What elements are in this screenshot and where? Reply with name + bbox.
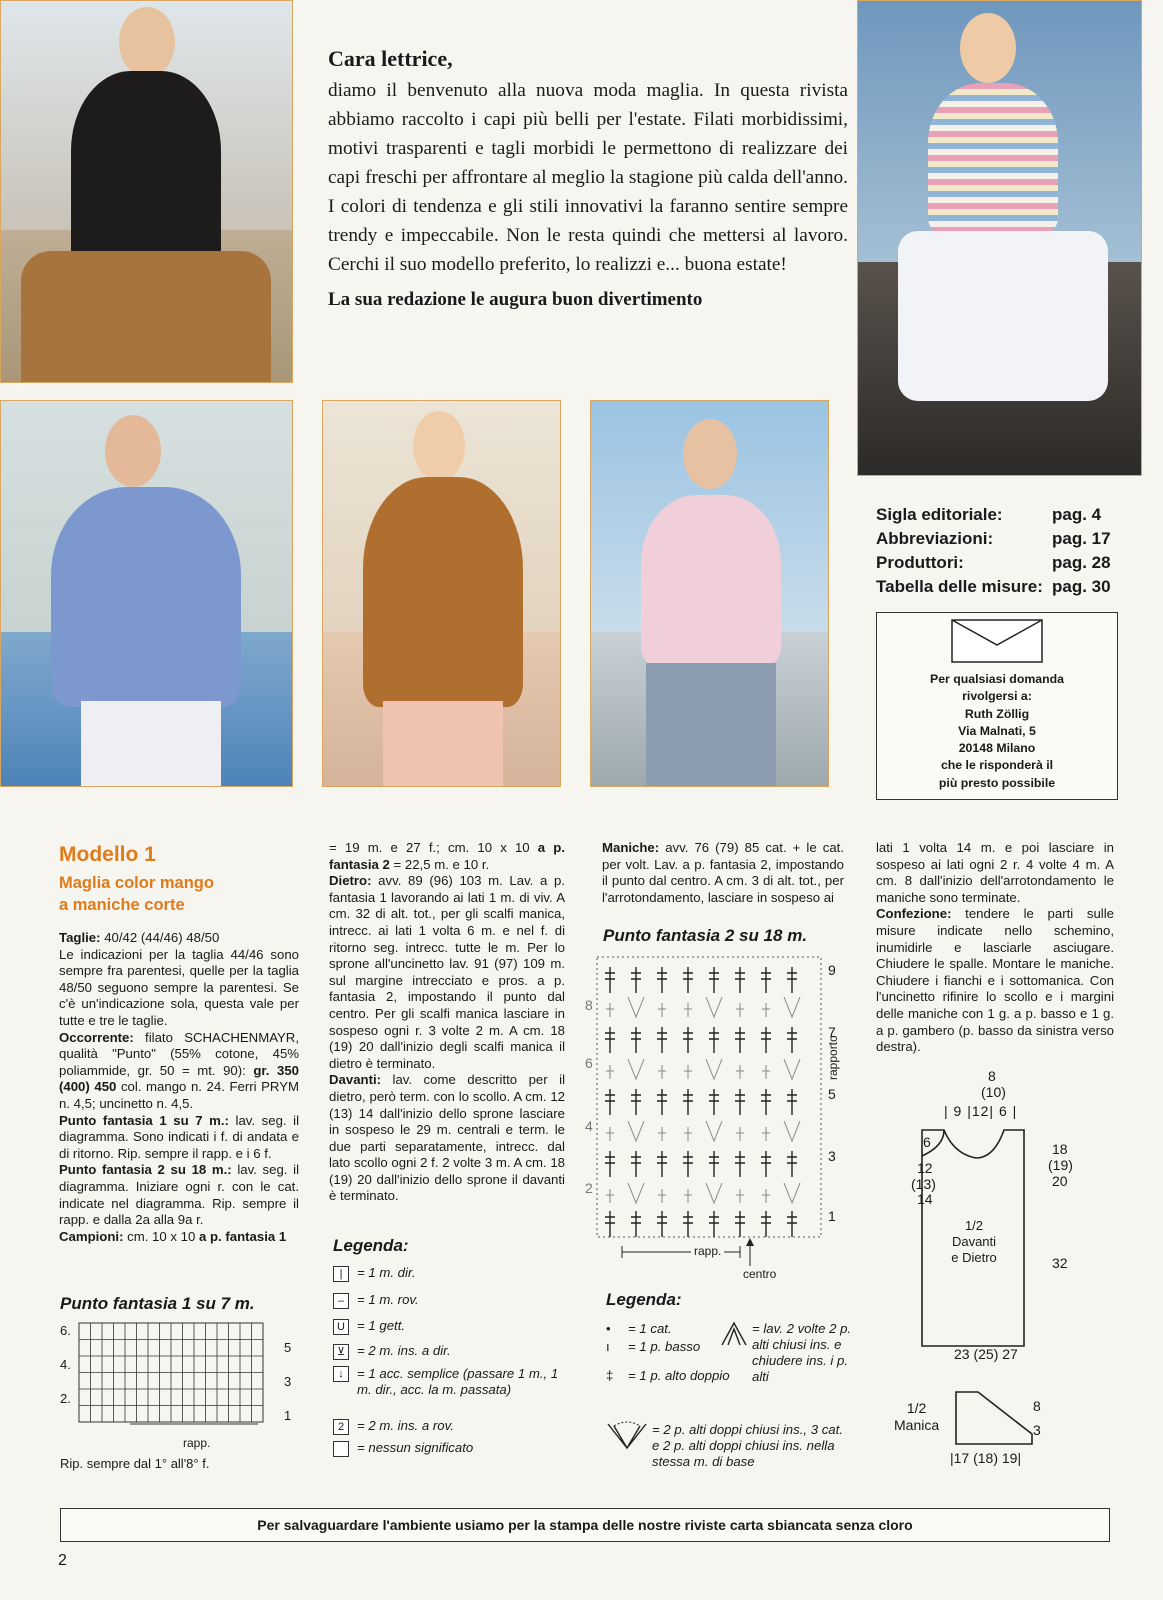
chart2-row-label: 3	[828, 1148, 836, 1164]
fan-cluster-icon	[606, 1420, 648, 1450]
schema-label: 8	[988, 1068, 996, 1084]
instructions-column-2: = 19 m. e 27 f.; cm. 10 x 10 a p. fantasia 2 = 22,5 m. e 10 r. Dietro: avv. 89 (96) 103 m. Lav. a p. fantasia 1 lavorando ai lati 1 m. di viv. A cm. 32 di alt. tot., per gli scalfi manica, intrecc. ai lati 1 volta 6 m. e nel f. di ritorno seg. intrecc. tutte le m. Per lo sprone all'uncinetto lav. 91 (97) 109 m. sul margine intrecciato e pros. a p. fantasia 2, impostando il punto dal centro. Per gli scalfi manica lasciare in sospeso ogni r. 3 volte 2 m. A cm. 18 (19) 20 dall'inizio degli scalfi manica il dietro è terminato. Davanti: lav. come descritto per il dietro, però term. con lo scollo. A cm. 12 (13) 14 dall'inizio dello sprone lasciare in sospeso le 29 m. centrali e term. le due parti separatamente, intrecc. dal lato scollo ogni 2 f. 2 volte 3 m. A cm. 18 (19) 20 dall'inizio dello sprone il davanti è terminato.	[329, 840, 566, 1204]
footer-notice: Per salvaguardare l'ambiente usiamo per la stampa delle nostre riviste carta sbiancata senza cloro	[60, 1508, 1110, 1542]
schema-label: 20	[1052, 1173, 1068, 1189]
legend1-item: 2 = 2 m. ins. a rov.	[333, 1418, 454, 1435]
legend2-item: = 2 p. alti doppi chiusi ins., 3 cat. e 2 p. alti doppi chiusi ins. nella stessa m. di base	[652, 1422, 843, 1469]
schema-label: (19)	[1048, 1157, 1073, 1173]
chart1-left-label: 2.	[60, 1391, 71, 1406]
double-treble-icon: ‡	[606, 1368, 614, 1383]
schema-label: 1/2 Manica	[894, 1400, 940, 1433]
legend1-item: ↓ = 1 acc. semplice (passare 1 m., 1 m. dir., acc. la m. passata)	[333, 1366, 573, 1398]
legend1-item: = nessun significato	[333, 1440, 473, 1457]
chart1-title: Punto fantasia 1 su 7 m.	[60, 1294, 255, 1313]
photo-brown-cardigan	[322, 400, 561, 787]
chain-icon: •	[606, 1321, 611, 1336]
schema-label: 18	[1052, 1141, 1068, 1157]
chart1-note: Rip. sempre dal 1° all'8° f.	[60, 1456, 210, 1471]
chart1-rapp: rapp.	[183, 1436, 211, 1450]
chart2-row-label: 5	[828, 1086, 836, 1102]
chart2-row-label: 6	[585, 1055, 593, 1071]
contact-box	[876, 612, 1118, 800]
chart1-right-label: 1	[284, 1408, 292, 1423]
chart2-row-label: 9	[828, 962, 836, 978]
single-crochet-icon: ı	[606, 1339, 610, 1354]
envelope-icon	[951, 619, 1043, 663]
photo-striped-top	[857, 0, 1142, 476]
legend2-item: = lav. 2 volte 2 p. alti chiusi ins. e chiudere ins. i p. alti	[752, 1321, 852, 1384]
chart2-row-label: 2	[585, 1180, 593, 1196]
chart2-centro: centro	[743, 1267, 777, 1281]
toc-row: Produttori: pag. 28	[876, 553, 1111, 572]
instructions-column-1: Taglie: 40/42 (44/46) 48/50 Le indicazioni per la taglia 44/46 sono sempre fra parentesi, quelle per la taglia 48/50 seguono sempre la parentesi. Se c'è un'indicazione sola, questa vale per tutte e tre le taglie. Occorrente: filato SCHACHENMAYR, qualità "Punto" (55% cotone, 45% poliammide, gr. 50 = mt. 90): gr. 350 (400) 450 col. mango n. 24. Ferri PRYM n. 4,5; uncinetto n. 4,5. Punto fantasia 1 su 7 m.: lav. seg. il diagramma. Sono indicati i f. di andata e di ritorno. Rip. sempre il rapp. e i 6 f. Punto fantasia 2 su 18 m.: lav. seg. il diagramma. Iniziare ogni r. con le cat. indicate nel diagramma. Rip. sempre il rapp. e dalla 2a alla 9a r. Campioni: cm. 10 x 10 a p. fantasia 1	[59, 930, 300, 1244]
schema-label: 23 (25) 27	[954, 1346, 1018, 1362]
sleeve-schematic	[954, 1390, 1034, 1446]
schema-label: |17 (18) 19|	[950, 1450, 1022, 1466]
schema-label: (10)	[981, 1084, 1006, 1100]
legend1-item: – = 1 m. rov.	[333, 1292, 419, 1309]
model-subtitle: Maglia color mango a maniche corte	[59, 874, 214, 914]
chart1-left-label: 4.	[60, 1357, 71, 1372]
toc-row: Abbreviazioni: pag. 17	[876, 529, 1111, 548]
schema-label: 14	[917, 1191, 933, 1207]
schema-label: 12	[917, 1160, 933, 1176]
legend1-item: ⊻ = 2 m. ins. a dir.	[333, 1343, 451, 1360]
contact-lines: Per qualsiasi domanda rivolgersi a: Ruth Zöllig Via Malnati, 5 20148 Milano che le risponderà il più presto possibile	[930, 672, 1064, 790]
legend1-item: U = 1 gett.	[333, 1318, 405, 1335]
instructions-column-3: Maniche: avv. 76 (79) 85 cat. + le cat. per volt. Lav. a p. fantasia 2, impostando il punto dal centro. A cm. 3 di alt. tot., per l'arrotondamento, lasciare in sospeso ai	[602, 840, 844, 905]
intro-letter	[328, 46, 848, 311]
legend2-item: ı = 1 p. basso	[606, 1339, 701, 1354]
legend1-item: | = 1 m. dir.	[333, 1265, 416, 1282]
schema-label: (13)	[911, 1176, 936, 1192]
photo-blue-sweater	[0, 400, 293, 787]
chart1-left-label: 6.	[60, 1323, 71, 1338]
schema-label: 32	[1052, 1255, 1068, 1271]
chart1-right-label: 3	[284, 1374, 292, 1389]
chart2-row-label: 7	[828, 1024, 836, 1040]
toc-row: Tabella delle misure: pag. 30	[876, 577, 1111, 596]
model-title: Modello 1	[59, 843, 156, 866]
legend1-title: Legenda:	[333, 1236, 409, 1255]
schema-label: 3	[1033, 1422, 1041, 1438]
schema-label: 6	[923, 1134, 931, 1150]
chart1-grid	[78, 1322, 268, 1426]
chart2-row-label: 8	[585, 997, 593, 1013]
toc-row: Sigla editoriale: pag. 4	[876, 505, 1102, 524]
intro-signature: La sua redazione le augura buon divertimento	[328, 289, 703, 310]
chart1-right-label: 5	[284, 1340, 292, 1355]
table-of-contents	[876, 505, 1116, 601]
cluster-icon	[720, 1321, 748, 1347]
chart2-rapp: rapp.	[691, 1244, 724, 1258]
instructions-column-4: lati 1 volta 14 m. e poi lasciare in sospeso ai lati ogni 2 r. 4 volte 4 m. A cm. 8 dall'inizio dell'arrotondamento le maniche sono terminate. Confezione: tendere le parti sulle misure indicate nello schemino, inumidirle e lasciarle asciugare. Chiudere le spalle. Montare le maniche. Chiudere i fianchi e i sottomanica. Con l'uncinetto rifinire lo scollo e i margini delle maniche con 1 g. a p. basso e 1 g. a p. gambero (p. basso da sinistra verso destra).	[876, 840, 1114, 1055]
page-number: 2	[58, 1552, 67, 1569]
intro-body: diamo il benvenuto alla nuova moda maglia. In questa rivista abbiamo raccolto i capi più belli per l'estate. Filati morbidissimi, motivi trasparenti e tagli morbidi le permettono di realizzare dei capi freschi per affrontare al meglio la stagione più calda dell'anno. I colori di tendenza e gli stili innovativi la faranno sentire sempre trendy e impeccabile. Non le resta quindi che mettersi al lavoro. Cerchi il suo modello preferito, lo realizzi e... buona estate!	[328, 80, 848, 275]
photo-black-jacket	[0, 0, 293, 383]
legend2-item: ‡ = 1 p. alto doppio	[606, 1368, 730, 1383]
chart2-row-label: 1	[828, 1208, 836, 1224]
chart2-title: Punto fantasia 2 su 18 m.	[603, 926, 808, 945]
schema-label: 1/2 Davanti e Dietro	[951, 1218, 997, 1265]
photo-pink-top	[590, 400, 829, 787]
chart2-side-label: rapporto	[826, 1035, 840, 1080]
chart2-rapp-arrow	[620, 1238, 830, 1268]
chart2-row-label: 4	[585, 1118, 593, 1134]
schema-label: | 9 |12| 6 |	[944, 1103, 1018, 1119]
chart2-grid	[596, 955, 826, 1245]
legend2-title: Legenda:	[606, 1290, 682, 1309]
intro-title: Cara lettrice,	[328, 46, 453, 71]
legend2-item: • = 1 cat.	[606, 1321, 672, 1336]
schema-label: 8	[1033, 1398, 1041, 1414]
